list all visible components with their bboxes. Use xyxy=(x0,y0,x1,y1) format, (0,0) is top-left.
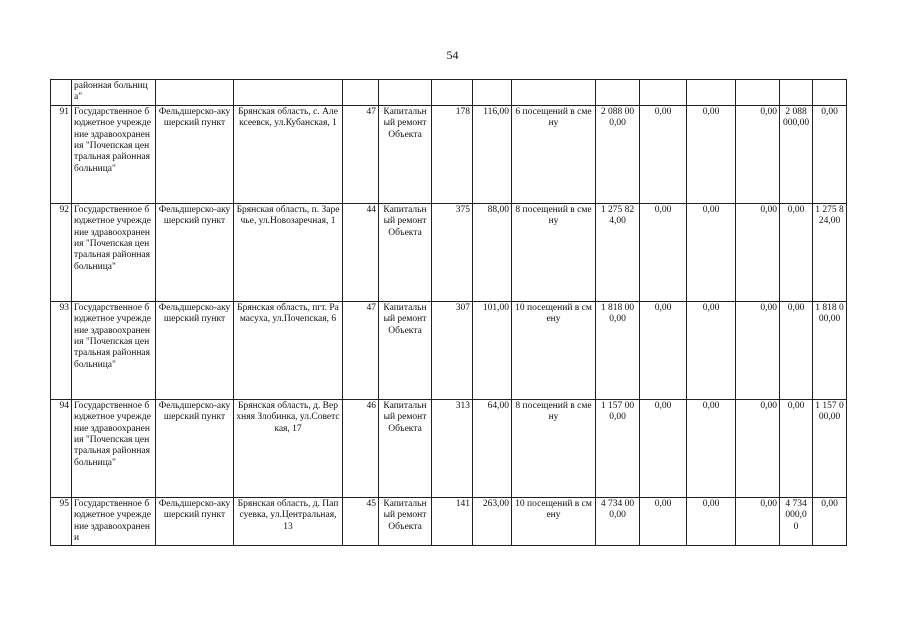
table-row xyxy=(51,105,847,203)
cell-amount1: 263,00 xyxy=(473,497,512,546)
cell-capacity xyxy=(512,80,596,106)
cell-address xyxy=(234,80,343,106)
cell-work: Капитальный ремонт Объекта xyxy=(379,399,432,497)
cell-f5: 0,00 xyxy=(813,105,847,203)
cell-type: Фельдшерско-акушерский пункт xyxy=(156,399,234,497)
cell-f4: 0,00 xyxy=(780,203,813,301)
cell-f2: 0,00 xyxy=(687,105,736,203)
cell-institution: Государственное бюджетное учреждение здравоохранения "Почепская центральная районная больница" xyxy=(72,301,156,399)
cell-area: 178 xyxy=(432,105,473,203)
cell-f5: 1 275 824,00 xyxy=(813,203,847,301)
cell-area: 141 xyxy=(432,497,473,546)
cell-work: Капитальный ремонт Объекта xyxy=(379,203,432,301)
cell-f2 xyxy=(687,80,736,106)
page-number: 54 xyxy=(446,48,459,62)
cell-amount1 xyxy=(473,80,512,106)
cell-area xyxy=(432,80,473,106)
cell-f5: 0,00 xyxy=(813,497,847,546)
cell-f3: 0,00 xyxy=(736,203,780,301)
cell-count xyxy=(343,80,379,106)
cell-type: Фельдшерско-акушерский пункт xyxy=(156,105,234,203)
cell-f4: 0,00 xyxy=(780,399,813,497)
table-row xyxy=(51,301,847,399)
cell-amount1: 64,00 xyxy=(473,399,512,497)
cell-work: Капитальный ремонт Объекта xyxy=(379,301,432,399)
cell-type: Фельдшерско-акушерский пункт xyxy=(156,203,234,301)
cell-f3 xyxy=(736,80,780,106)
cell-f5: 1 818 000,00 xyxy=(813,301,847,399)
cell-amount1: 88,00 xyxy=(473,203,512,301)
cell-institution: Государственное бюджетное учреждение здравоохранения "Почепская центральная районная больница" xyxy=(72,105,156,203)
table-row-continuation xyxy=(51,80,847,106)
cell-type xyxy=(156,80,234,106)
cell-work: Капитальный ремонт Объекта xyxy=(379,497,432,546)
cell-f4: 4 734 000,0 0 xyxy=(780,497,813,546)
cell-f5: 1 157 000,00 xyxy=(813,399,847,497)
cell-f1: 0,00 xyxy=(640,203,687,301)
cell-institution: районная больница" xyxy=(72,80,156,106)
cell-no xyxy=(51,80,72,106)
cell-no: 93 xyxy=(51,301,72,399)
cell-total: 4 734 000,00 xyxy=(596,497,640,546)
cell-amount1: 116,00 xyxy=(473,105,512,203)
cell-type: Фельдшерско-акушерский пункт xyxy=(156,497,234,546)
cell-no: 91 xyxy=(51,105,72,203)
cell-f1: 0,00 xyxy=(640,301,687,399)
table-row xyxy=(51,399,847,497)
cell-institution: Государственное бюджетное учреждение здравоохранения "Почепская центральная районная больница" xyxy=(72,203,156,301)
cell-address: Брянская область, п. Заречье, ул.Новозаречная, 1 xyxy=(234,203,343,301)
cell-f1: 0,00 xyxy=(640,497,687,546)
cell-f1: 0,00 xyxy=(640,399,687,497)
cell-area: 375 xyxy=(432,203,473,301)
cell-total: 1 157 000,00 xyxy=(596,399,640,497)
cell-no: 94 xyxy=(51,399,72,497)
cell-institution: Государственное бюджетное учреждение здравоохранени xyxy=(72,497,156,546)
cell-address: Брянская область, с. Алексеевск, ул.Кубанская, 1 xyxy=(234,105,343,203)
cell-f1 xyxy=(640,80,687,106)
cell-f2: 0,00 xyxy=(687,203,736,301)
table-row xyxy=(51,497,847,546)
cell-f3: 0,00 xyxy=(736,497,780,546)
cell-work: Капитальный ремонт Объекта xyxy=(379,105,432,203)
cell-no: 95 xyxy=(51,497,72,546)
cell-f4: 0,00 xyxy=(780,301,813,399)
cell-total: 2 088 000,00 xyxy=(596,105,640,203)
cell-type: Фельдшерско-акушерский пункт xyxy=(156,301,234,399)
cell-f2: 0,00 xyxy=(687,399,736,497)
cell-total xyxy=(596,80,640,106)
cell-address: Брянская область, д. Верхняя Злобинка, ул.Советская, 17 xyxy=(234,399,343,497)
cell-no: 92 xyxy=(51,203,72,301)
funding-table xyxy=(50,79,847,546)
cell-capacity: 8 посещений в смену xyxy=(512,399,596,497)
cell-f3: 0,00 xyxy=(736,399,780,497)
cell-f4 xyxy=(780,80,813,106)
cell-count: 47 xyxy=(343,301,379,399)
cell-f2: 0,00 xyxy=(687,497,736,546)
cell-address: Брянская область, пгт. Рамасуха, ул.Почепская, 6 xyxy=(234,301,343,399)
cell-f1: 0,00 xyxy=(640,105,687,203)
cell-count: 45 xyxy=(343,497,379,546)
cell-work xyxy=(379,80,432,106)
cell-capacity: 8 посещений в смену xyxy=(512,203,596,301)
cell-count: 47 xyxy=(343,105,379,203)
cell-total: 1 818 000,00 xyxy=(596,301,640,399)
cell-capacity: 10 посещений в смену xyxy=(512,301,596,399)
cell-total: 1 275 824,00 xyxy=(596,203,640,301)
cell-capacity: 10 посещений в смену xyxy=(512,497,596,546)
table-row xyxy=(51,203,847,301)
cell-institution: Государственное бюджетное учреждение здравоохранения "Почепская центральная районная больница" xyxy=(72,399,156,497)
cell-capacity: 6 посещений в смену xyxy=(512,105,596,203)
cell-f3: 0,00 xyxy=(736,301,780,399)
cell-amount1: 101,00 xyxy=(473,301,512,399)
cell-f3: 0,00 xyxy=(736,105,780,203)
cell-count: 46 xyxy=(343,399,379,497)
cell-area: 307 xyxy=(432,301,473,399)
cell-count: 44 xyxy=(343,203,379,301)
cell-f5 xyxy=(813,80,847,106)
cell-address: Брянская область, д. Папсуевка, ул.Центральная, 13 xyxy=(234,497,343,546)
cell-f4: 2 088 000,00 xyxy=(780,105,813,203)
cell-f2: 0,00 xyxy=(687,301,736,399)
cell-area: 313 xyxy=(432,399,473,497)
